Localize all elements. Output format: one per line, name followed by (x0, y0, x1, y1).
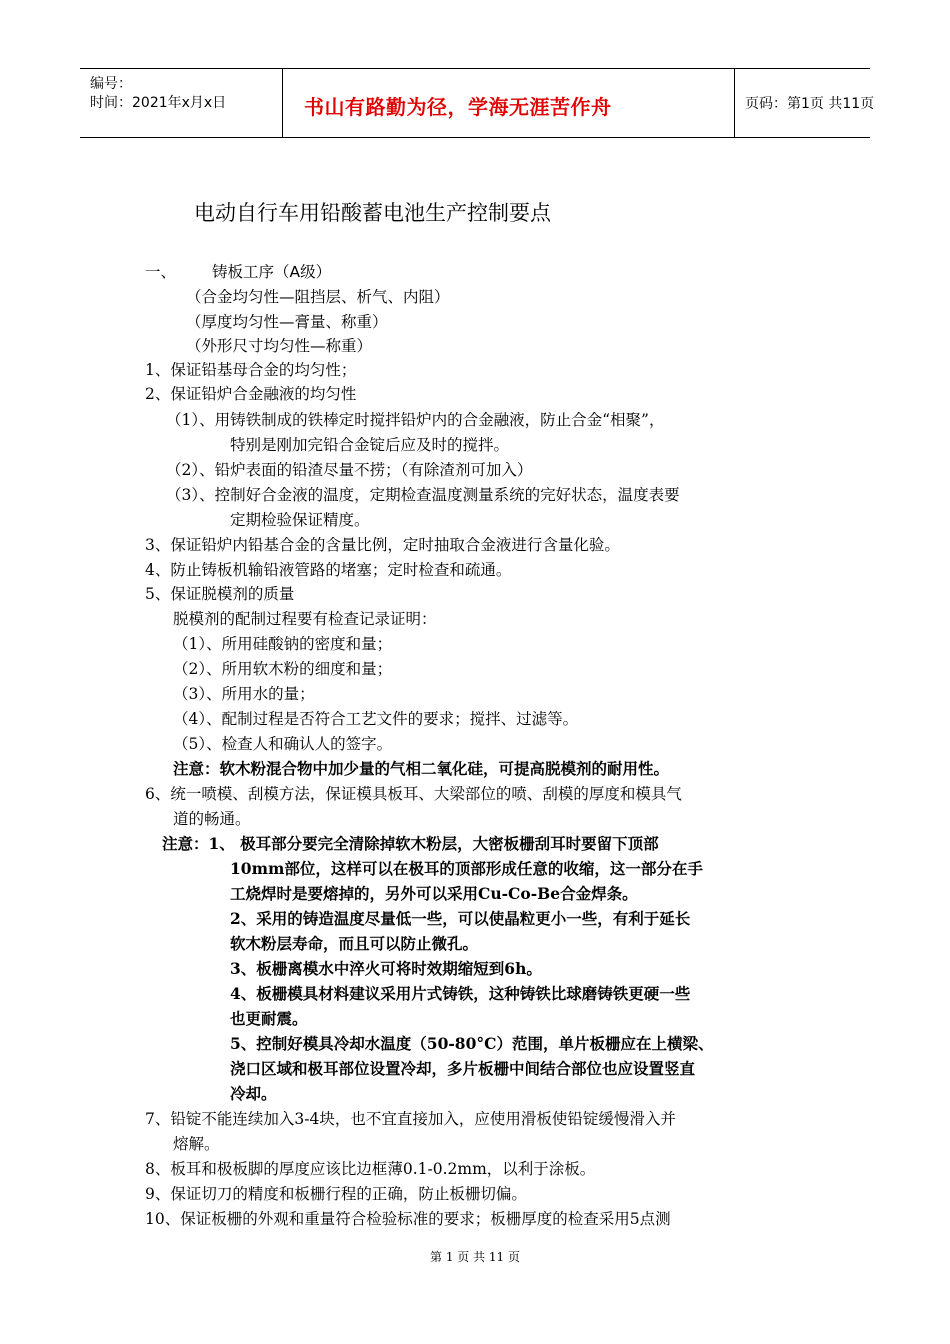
section-sub-2: （厚度均匀性—膏量、称重） (186, 313, 388, 331)
note-line: 冷却。 (230, 1084, 277, 1103)
note-line: 也更耐震。 (230, 1009, 308, 1028)
text-line: 8、板耳和极板脚的厚度应该比边框薄0.1-0.2mm，以利于涂板。 (145, 1160, 596, 1178)
note-line: 10mm部位，这样可以在极耳的顶部形成任意的收缩，这一部分在手 (230, 859, 703, 878)
text-line: （5）、检查人和确认人的签字。 (173, 735, 393, 753)
page-footer: 第 1 页 共 11 页 (430, 1250, 520, 1264)
number-label: 编号： (90, 76, 132, 92)
header-info-cell (80, 69, 283, 137)
text-line: 9、保证切刀的精度和板栅行程的正确，防止板栅切偏。 (145, 1185, 527, 1203)
text-line: （1）、用铸铁制成的铁棒定时搅拌铅炉内的合金融液，防止合金“相聚”， (166, 411, 665, 429)
time-label: 时间：2021年x月x日 (90, 95, 227, 111)
note-line: 注意：1、 极耳部分要完全清除掉软木粉层，大密板栅刮耳时要留下顶部 (162, 834, 659, 853)
page-header (80, 68, 875, 138)
text-line: 熔解。 (173, 1135, 220, 1153)
section-heading: 铸板工序（A级） (212, 263, 332, 281)
note-line: 工烧焊时是要熔掉的，另外可以采用Cu-Co-Be合金焊条。 (230, 884, 638, 903)
text-line: （3）、控制好合金液的温度，定期检查温度测量系统的完好状态，温度表要 (166, 486, 680, 504)
motto-text: 书山有路勤为径，学海无涯苦作舟 (304, 95, 612, 119)
note-line: 软木粉层寿命，而且可以防止微孔。 (230, 934, 479, 953)
text-line: （2）、所用软木粉的细度和量； (173, 660, 393, 678)
text-line: 7、铅锭不能连续加入3-4块，也不宜直接加入，应使用滑板使铅锭缓慢滑入并 (145, 1110, 676, 1128)
text-line: 10、保证板栅的外观和重量符合检验标准的要求；板栅厚度的检查采用5点测 (145, 1210, 671, 1228)
note-line: 注意：软木粉混合物中加少量的气相二氧化硅，可提高脱模剂的耐用性。 (173, 759, 670, 778)
section-sub-1: （合金均匀性—阻挡层、析气、内阻） (186, 288, 450, 306)
text-line: （1）、所用硅酸钠的密度和量； (173, 635, 393, 653)
text-line: 3、保证铅炉内铅基合金的含量比例，定时抽取合金液进行含量化验。 (145, 536, 620, 554)
page-info: 页码：第1页 共11页 (745, 96, 875, 112)
text-line: 4、防止铸板机输铅液管路的堵塞；定时检查和疏通。 (145, 561, 512, 579)
text-line: 6、统一喷模、刮模方法，保证模具板耳、大梁部位的喷、刮模的厚度和模具气 (145, 785, 682, 803)
text-line: （4）、配制过程是否符合工艺文件的要求；搅拌、过滤等。 (173, 710, 579, 728)
section-number: 一、 (145, 263, 177, 281)
text-line: （2）、铅炉表面的铅渣尽量不捞；（有除渣剂可加入） (166, 461, 533, 479)
header-page-cell (735, 69, 875, 137)
note-line: 4、板栅模具材料建议采用片式铸铁，这种铸铁比球磨铸铁更硬一些 (230, 984, 691, 1003)
note-line: 2、采用的铸造温度尽量低一些，可以使晶粒更小一些，有利于延长 (230, 909, 691, 928)
text-line: 定期检验保证精度。 (230, 511, 370, 529)
text-line: 1、保证铅基母合金的均匀性； (145, 361, 357, 379)
text-line: 道的畅通。 (173, 810, 251, 828)
section-sub-3: （外形尺寸均匀性—称重） (186, 337, 373, 355)
text-line: 脱模剂的配制过程要有检查记录证明： (173, 610, 437, 628)
note-line: 5、控制好模具冷却水温度（50-80°C）范围，单片板栅应在上横梁、 (230, 1034, 714, 1053)
text-line: 5、保证脱模剂的质量 (145, 585, 295, 603)
text-line: （3）、所用水的量； (173, 685, 315, 703)
note-line: 浇口区域和极耳部位设置冷却，多片板栅中间结合部位也应设置竖直 (230, 1059, 696, 1078)
note-line: 3、板栅离模水中淬火可将时效期缩短到6h。 (230, 959, 542, 978)
header-motto-cell (282, 69, 735, 137)
document-title: 电动自行车用铅酸蓄电池生产控制要点 (194, 201, 551, 225)
text-line: 特别是刚加完铅合金锭后应及时的搅拌。 (230, 436, 510, 454)
text-line: 2、保证铅炉合金融液的均匀性 (145, 385, 357, 403)
